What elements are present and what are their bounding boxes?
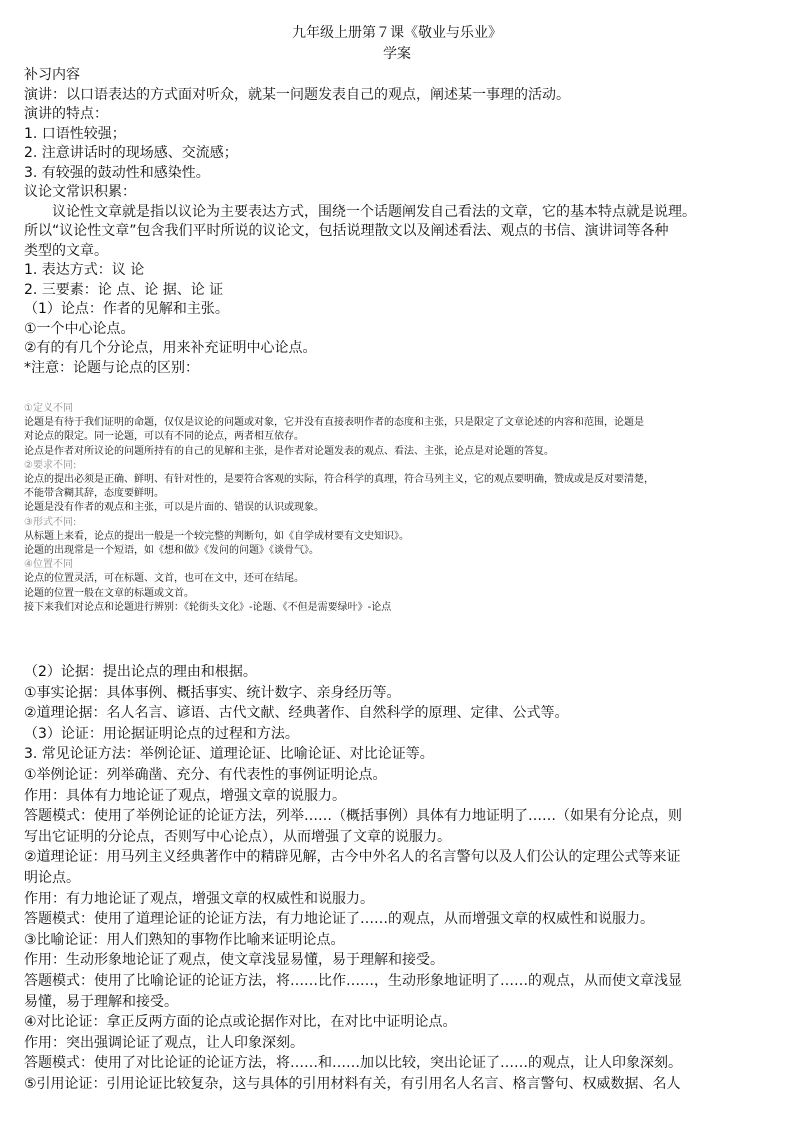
note-line-4: ②要求不同:	[24, 459, 77, 471]
document-title: 九年级上册第７课《敬业与乐业》	[292, 25, 502, 41]
lower-line-17: ④对比论证：拿正反两方面的论点或论据作对比，在对比中证明论点。	[24, 1014, 457, 1031]
note-line-6: 不能带含糊其辞，态度要鲜明。	[24, 488, 164, 500]
lower-line-12: 答题模式：使用了道理论证的论证方法，有力地论证了……的观点，从而增强文章的权威性和说服力。	[24, 911, 654, 928]
body-line-4: 2. 注意讲话时的现场感、交流感；	[24, 145, 238, 161]
lower-line-13: ③比喻论证：用人们熟知的事物作比喻来证明论点。	[24, 931, 345, 948]
note-line-10: 论题的出现常是一个短语，如《想和做》《发问的问题》《谈骨气》。	[24, 545, 319, 556]
note-line-2: 对论点的限定。同一论题，可以有不同的论点，两者相互依存。	[24, 431, 304, 443]
body-line-1: 演讲：以口语表达的方式面对听众，就某一问题发表自己的观点，阐述某一事理的活动。	[24, 86, 570, 103]
note-line-13: 论题的位置一般在文章的标题或文首。	[24, 587, 194, 599]
lower-line-18: 作用：突出强调论证了观点，让人印象深刻。	[24, 1034, 304, 1051]
body-line-5: 3. 有较强的鼓动性和感染性。	[24, 164, 210, 181]
lower-line-5: ①举例论证：列举确凿、充分、有代表性的事例证明论点。	[24, 767, 387, 783]
body-line-2: 演讲的特点：	[24, 106, 108, 122]
lower-line-3: （3）论证：用论据证明论点的过程和方法。	[24, 725, 299, 742]
lower-line-8: 写出它证明的分论点，否则写中心论点），从而增强了文章的说服力。	[24, 828, 451, 845]
lower-line-11: 作用：有力地论证了观点，增强文章的权威性和说服力。	[24, 890, 374, 907]
body-line-0: 补习内容	[24, 67, 80, 83]
body-line-13: ①一个中心论点。	[24, 320, 135, 337]
lower-line-1: ①事实论据：具体事例、概括事实、统计数字、亲身经历等。	[24, 684, 401, 701]
lower-line-15: 答题模式：使用了比喻论证的论证方法，将……比作……，生动形象地证明了……的观点，从而使文章浅显	[24, 973, 682, 989]
body-line-8: 所以“议论性文章”包含我们平时所说的议论文，包括说理散文以及阐述看法、观点的书信、演讲词等各种	[24, 223, 669, 239]
note-line-5: 论点的提出必须是正确、鲜明、有针对性的，是要符合客观的实际，符合科学的真理，符合马列主义，它的观点要明确，赞成或是反对要清楚，	[24, 474, 654, 485]
document-subtitle: 学案	[383, 46, 411, 62]
body-line-7: 议论性文章就是指以议论为主要表达方式，围绕一个话题阐发自己看法的文章，它的基本特点就是说理。	[24, 203, 696, 220]
body-line-15: *注意：论题与论点的区别：	[24, 359, 199, 376]
lower-line-4: 3. 常见论证方法：举例论证、道理论证、比喻论证、对比论证等。	[24, 746, 434, 763]
lower-line-7: 答题模式：使用了举例论证的论证方法，列举……（概括事例）具体有力地证明了……（如果有分论点，则	[24, 808, 682, 825]
note-line-7: 论题是没有作者的观点和主张，可以是片面的、错误的认识或现象。	[24, 502, 324, 514]
note-line-9: 从标题上来看，论点的提出一般是一个较完整的判断句，如《自学成材要有文史知识》。	[24, 530, 409, 542]
lower-line-2: ②道理论据：名人名言、谚语、古代文献、经典著作、自然科学的原理、定律、公式等。	[24, 705, 569, 722]
note-line-12: 论点的位置灵活，可在标题、文首，也可在文中，还可在结尾。	[24, 573, 304, 585]
body-line-14: ②有的有几个分论点，用来补充证明中心论点。	[24, 340, 317, 356]
note-line-0: ①定义不同	[24, 403, 73, 414]
lower-line-10: 明论点。	[24, 870, 80, 886]
note-line-11: ④位置不同	[24, 559, 73, 571]
note-line-3: 论点是作者对所议论的问题所持有的自己的见解和主张，是作者对论题发表的观点、看法、主张，论点是对论题的答复。	[24, 445, 554, 457]
lower-line-0: （2）论据：提出论点的理由和根据。	[24, 664, 257, 680]
lower-line-9: ②道理论证：用马列主义经典著作中的精辟见解，古今中外名人的名言警句以及人们公认的定理公式等来证	[24, 849, 681, 866]
body-line-6: 议论文常识积累：	[24, 184, 136, 200]
lower-line-20: ⑤引用论证：引用论证比较复杂，这与具体的引用材料有关，有引用名人名言、格言警句、权威数据、名人	[24, 1076, 681, 1092]
lower-line-14: 作用：生动形象地论证了观点，使文章浅显易懂，易于理解和接受。	[24, 952, 444, 969]
lower-line-6: 作用：具体有力地论证了观点，增强文章的说服力。	[24, 787, 346, 804]
lower-line-16: 易懂，易于理解和接受。	[24, 993, 178, 1010]
note-line-8: ③形式不同:	[24, 516, 77, 528]
body-line-10: 1. 表达方式：议 论	[24, 262, 145, 278]
body-line-9: 类型的文章。	[24, 242, 108, 259]
note-line-14: 接下来我们对论点和论题进行辨别：《轮街头文化》-论题、《不但是需要绿叶》-论点	[24, 601, 392, 613]
body-line-11: 2. 三要素：论 点、论 据、论 证	[24, 281, 224, 298]
lower-line-19: 答题模式：使用了对比论证的论证方法，将……和……加以比较，突出论证了……的观点，让人印象深刻。	[24, 1055, 682, 1072]
note-line-1: 论题是有待于我们证明的命题，仅仅是议论的问题或对象，它并没有直接表明作者的态度和主张，只是限定了文章论述的内容和范围，论题是	[24, 417, 644, 429]
body-line-3: 1. 口语性较强；	[24, 125, 126, 142]
body-line-12: （1）论点：作者的见解和主张。	[24, 301, 229, 317]
